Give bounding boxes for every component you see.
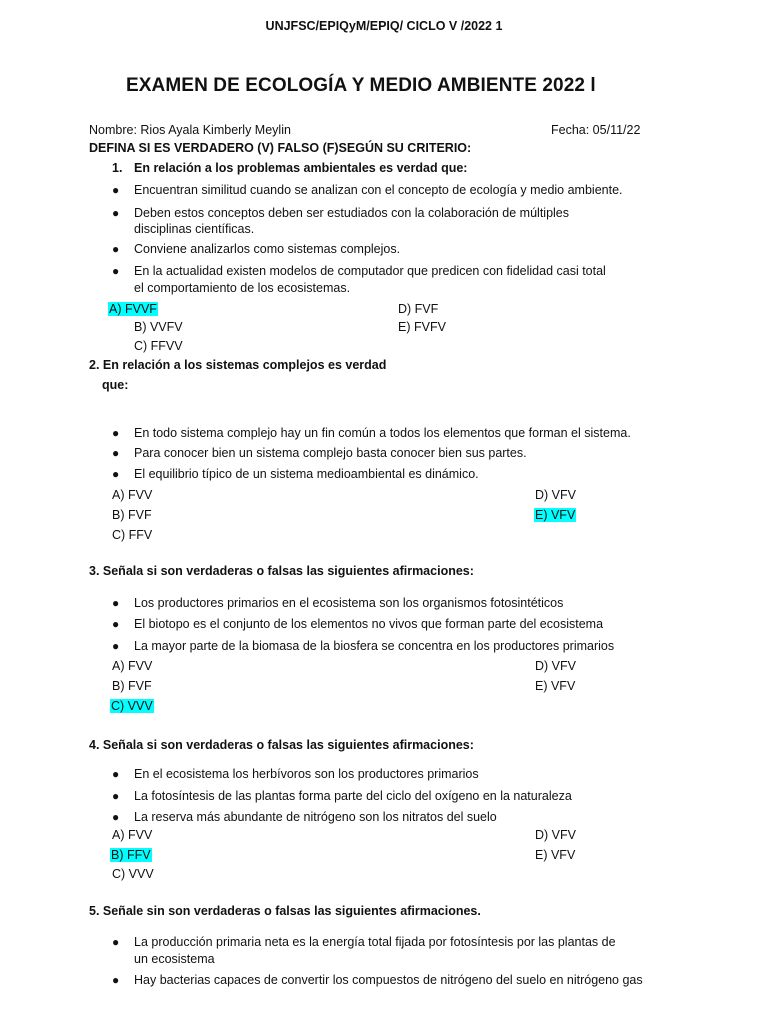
q3-prompt: 3. Señala si son verdaderas o falsas las siguientes afirmaciones: xyxy=(89,564,474,578)
q1-number: 1. xyxy=(112,161,123,175)
q2-option-a[interactable]: A) FVV xyxy=(112,488,153,502)
student-name: Nombre: Rios Ayala Kimberly Meylin xyxy=(89,123,291,137)
q1-prompt: En relación a los problemas ambientales es verdad que: xyxy=(134,161,468,175)
bullet-icon: ● xyxy=(112,617,120,631)
q5-prompt: 5. Señale sin son verdaderas o falsas las siguientes afirmaciones. xyxy=(89,904,481,918)
q1-statement: Deben estos conceptos deben ser estudiados con la colaboración de múltiples xyxy=(134,206,569,220)
bullet-icon: ● xyxy=(112,767,120,781)
bullet-icon: ● xyxy=(112,596,120,610)
course-header: UNJFSC/EPIQyM/EPIQ/ CICLO V /2022 1 xyxy=(265,19,503,33)
selected-answer-highlight: A) FVVF xyxy=(109,302,157,316)
q1-statement-continued: el comportamiento de los ecosistemas. xyxy=(134,281,351,295)
q2-option-b[interactable]: B) FVF xyxy=(112,508,152,522)
q3-option-b[interactable]: B) FVF xyxy=(112,679,152,693)
bullet-icon: ● xyxy=(112,446,120,460)
bullet-icon: ● xyxy=(112,973,120,987)
bullet-icon: ● xyxy=(112,426,120,440)
selected-answer-highlight: E) VFV xyxy=(535,508,576,522)
q1-option-a[interactable] xyxy=(108,301,158,317)
q2-prompt: 2. En relación a los sistemas complejos es verdad xyxy=(89,358,387,372)
selected-answer-highlight: C) VVV xyxy=(111,699,153,713)
q2-statement: El equilibrio típico de un sistema medioambiental es dinámico. xyxy=(134,467,479,481)
q1-statement-continued: disciplinas científicas. xyxy=(134,222,255,236)
q3-option-d[interactable]: D) VFV xyxy=(535,659,576,673)
q4-statement: En el ecosistema los herbívoros son los productores primarios xyxy=(134,767,479,781)
exam-title: EXAMEN DE ECOLOGÍA Y MEDIO AMBIENTE 2022 l xyxy=(126,75,596,96)
q3-option-c[interactable] xyxy=(110,698,154,714)
q1-option-e[interactable]: E) FVFV xyxy=(398,320,446,334)
q5-statement: La producción primaria neta es la energía total fijada por fotosíntesis por las plantas de xyxy=(134,935,616,949)
bullet-icon: ● xyxy=(112,206,120,220)
bullet-icon: ● xyxy=(112,264,120,278)
q4-option-d[interactable]: D) VFV xyxy=(535,828,576,842)
q2-option-c[interactable]: C) FFV xyxy=(112,528,153,542)
bullet-icon: ● xyxy=(112,810,120,824)
q4-statement: La reserva más abundante de nitrógeno son los nitratos del suelo xyxy=(134,810,497,824)
q4-option-e[interactable]: E) VFV xyxy=(535,848,576,862)
bullet-icon: ● xyxy=(112,935,120,949)
q1-option-d[interactable]: D) FVF xyxy=(398,302,439,316)
q5-statement: Hay bacterias capaces de convertir los compuestos de nitrógeno del suelo en nitrógeno gas xyxy=(134,973,643,987)
q4-option-b[interactable] xyxy=(110,847,152,863)
q3-statement: Los productores primarios en el ecosistema son los organismos fotosintéticos xyxy=(134,596,564,610)
q3-option-a[interactable]: A) FVV xyxy=(112,659,153,673)
q4-statement: La fotosíntesis de las plantas forma parte del ciclo del oxígeno en la naturaleza xyxy=(134,789,572,803)
exam-date: Fecha: 05/11/22 xyxy=(551,123,641,137)
q1-statement: Conviene analizarlos como sistemas complejos. xyxy=(134,242,401,256)
bullet-icon: ● xyxy=(112,242,120,256)
q1-option-c[interactable]: C) FFVV xyxy=(134,339,183,353)
q4-option-c[interactable]: C) VVV xyxy=(112,867,154,881)
q3-statement: El biotopo es el conjunto de los elementos no vivos que forman parte del ecosistema xyxy=(134,617,604,631)
bullet-icon: ● xyxy=(112,639,120,653)
q2-option-d[interactable]: D) VFV xyxy=(535,488,576,502)
bullet-icon: ● xyxy=(112,183,120,197)
q5-statement-continued: un ecosistema xyxy=(134,952,215,966)
q4-option-a[interactable]: A) FVV xyxy=(112,828,153,842)
instructions: DEFINA SI ES VERDADERO (V) FALSO (F)SEGÚN SU CRITERIO: xyxy=(89,141,472,155)
bullet-icon: ● xyxy=(112,467,120,481)
q2-statement: Para conocer bien un sistema complejo basta conocer bien sus partes. xyxy=(134,446,527,460)
q4-prompt: 4. Señala si son verdaderas o falsas las siguientes afirmaciones: xyxy=(89,738,474,752)
q2-prompt-continued: que: xyxy=(102,378,129,392)
selected-answer-highlight: B) FFV xyxy=(111,848,151,862)
q2-option-e[interactable] xyxy=(534,507,576,523)
q1-statement: En la actualidad existen modelos de computador que predicen con fidelidad casi total xyxy=(134,264,606,278)
q2-statement: En todo sistema complejo hay un fin común a todos los elementos que forman el sistema. xyxy=(134,426,631,440)
q1-statement: Encuentran similitud cuando se analizan con el concepto de ecología y medio ambiente. xyxy=(134,183,623,197)
q3-option-e[interactable]: E) VFV xyxy=(535,679,576,693)
bullet-icon: ● xyxy=(112,789,120,803)
q1-option-b[interactable]: B) VVFV xyxy=(134,320,183,334)
q3-statement: La mayor parte de la biomasa de la biosfera se concentra en los productores primarios xyxy=(134,639,615,653)
